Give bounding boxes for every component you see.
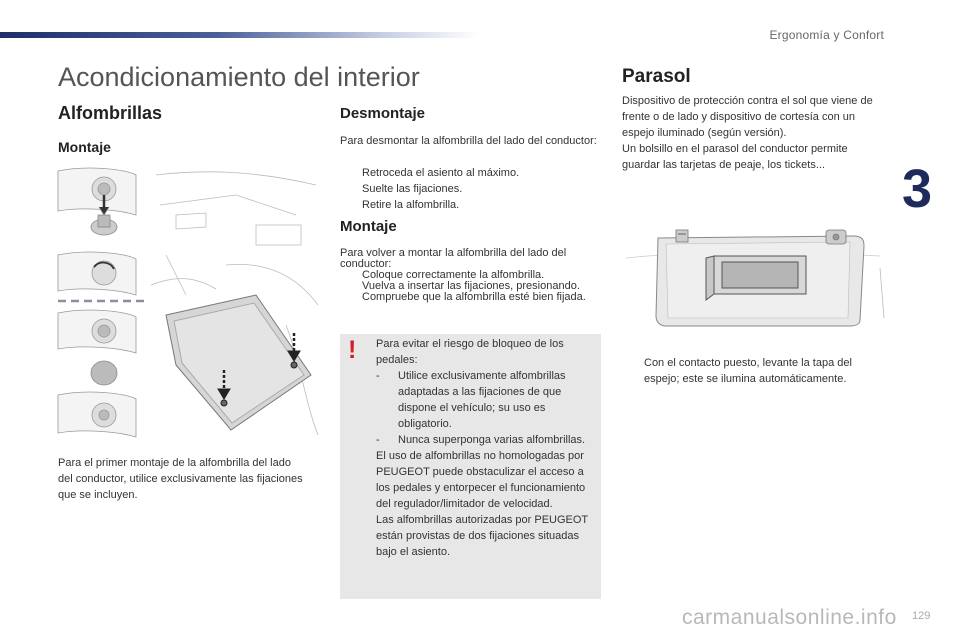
warning-text xyxy=(376,336,596,560)
warning-intro: Para evitar el riesgo de bloqueo de los pedales: xyxy=(376,338,564,366)
parasol-description xyxy=(622,93,887,173)
list-item: Retire la alfombrilla. xyxy=(362,199,460,211)
heading-montaje-second: Montaje xyxy=(340,218,397,235)
parasol-note: Con el contacto puesto, levante la tapa del espejo; este se ilumina automáticamente. xyxy=(644,357,852,385)
heading-parasol: Parasol xyxy=(622,66,691,87)
chapter-number: 3 xyxy=(902,159,933,219)
parasol-note-list xyxy=(622,355,887,387)
warning-paragraph-1: El uso de alfombrillas no homologadas por PEUGEOT puede obstaculizar el acceso a los pedales y entorpecer el funcionamiento del regulador/limitador de velocidad. xyxy=(376,450,586,510)
list-item: Compruebe que la alfombrilla esté bien fijada. xyxy=(362,291,586,303)
fastener-detail-1 xyxy=(58,168,136,215)
fastener-detail-4 xyxy=(58,392,136,437)
list-item: - Utilice exclusivamente alfombrillas adaptadas a las fijaciones de que dispone el vehículo; su uso es obligatorio. xyxy=(376,370,566,430)
fastener-detail-2 xyxy=(58,252,136,295)
list-item: Vuelva a insertar las fijaciones, presionando. xyxy=(362,280,580,292)
sun-visor-illustration xyxy=(622,228,887,328)
list-item: Retroceda el asiento al máximo. xyxy=(362,167,520,179)
visor-clip-right xyxy=(826,230,846,244)
list-item xyxy=(622,355,887,387)
visor-mirror xyxy=(706,256,806,300)
page-number: 129 xyxy=(912,610,931,622)
page-title: Acondicionamiento del interior xyxy=(58,62,420,92)
heading-desmontaje: Desmontaje xyxy=(340,105,426,122)
warning-paragraph-2: Las alfombrillas autorizadas por PEUGEOT están provistas de dos fijaciones situadas bajo el asiento. xyxy=(376,514,588,558)
fastener-detail-3 xyxy=(58,310,136,385)
watermark: carmanualsonline.info xyxy=(682,606,897,629)
heading-montaje-first: Montaje xyxy=(58,139,111,155)
heading-alfombrillas: Alfombrillas xyxy=(58,103,163,123)
list-item: - Nunca superponga varias alfombrillas. xyxy=(376,434,586,446)
floor-mat-illustration xyxy=(56,165,321,447)
floor-mat xyxy=(166,295,311,430)
list-item: Coloque correctamente la alfombrilla. xyxy=(362,269,545,281)
parasol-description-2: Un bolsillo en el parasol del conductor permite guardar las tarjetas de peaje, los tickets... xyxy=(622,143,848,171)
montaje-steps xyxy=(340,270,600,303)
warning-exclamation-icon: ! xyxy=(348,336,357,364)
header-gradient-bar xyxy=(0,32,480,38)
parasol-description-1: Dispositivo de protección contra el sol que viene de frente o de lado y dispositivo de cortesía con un espejo iluminado (según versión). xyxy=(622,95,873,139)
desmontaje-intro: Para desmontar la alfombrilla del lado del conductor: xyxy=(340,135,597,147)
visor-clip-left xyxy=(676,230,688,242)
list-item: Suelte las fijaciones. xyxy=(362,183,463,195)
section-label: Ergonomía y Confort xyxy=(769,28,884,42)
first-mount-note: Para el primer montaje de la alfombrilla del lado del conductor, utilice exclusivamente las fijaciones que se incluyen. xyxy=(58,457,303,501)
warning-box xyxy=(340,334,601,599)
warning-items xyxy=(376,368,596,448)
montaje-intro: Para volver a montar la alfombrilla del lado del conductor: xyxy=(340,247,567,270)
desmontaje-steps xyxy=(340,165,600,213)
